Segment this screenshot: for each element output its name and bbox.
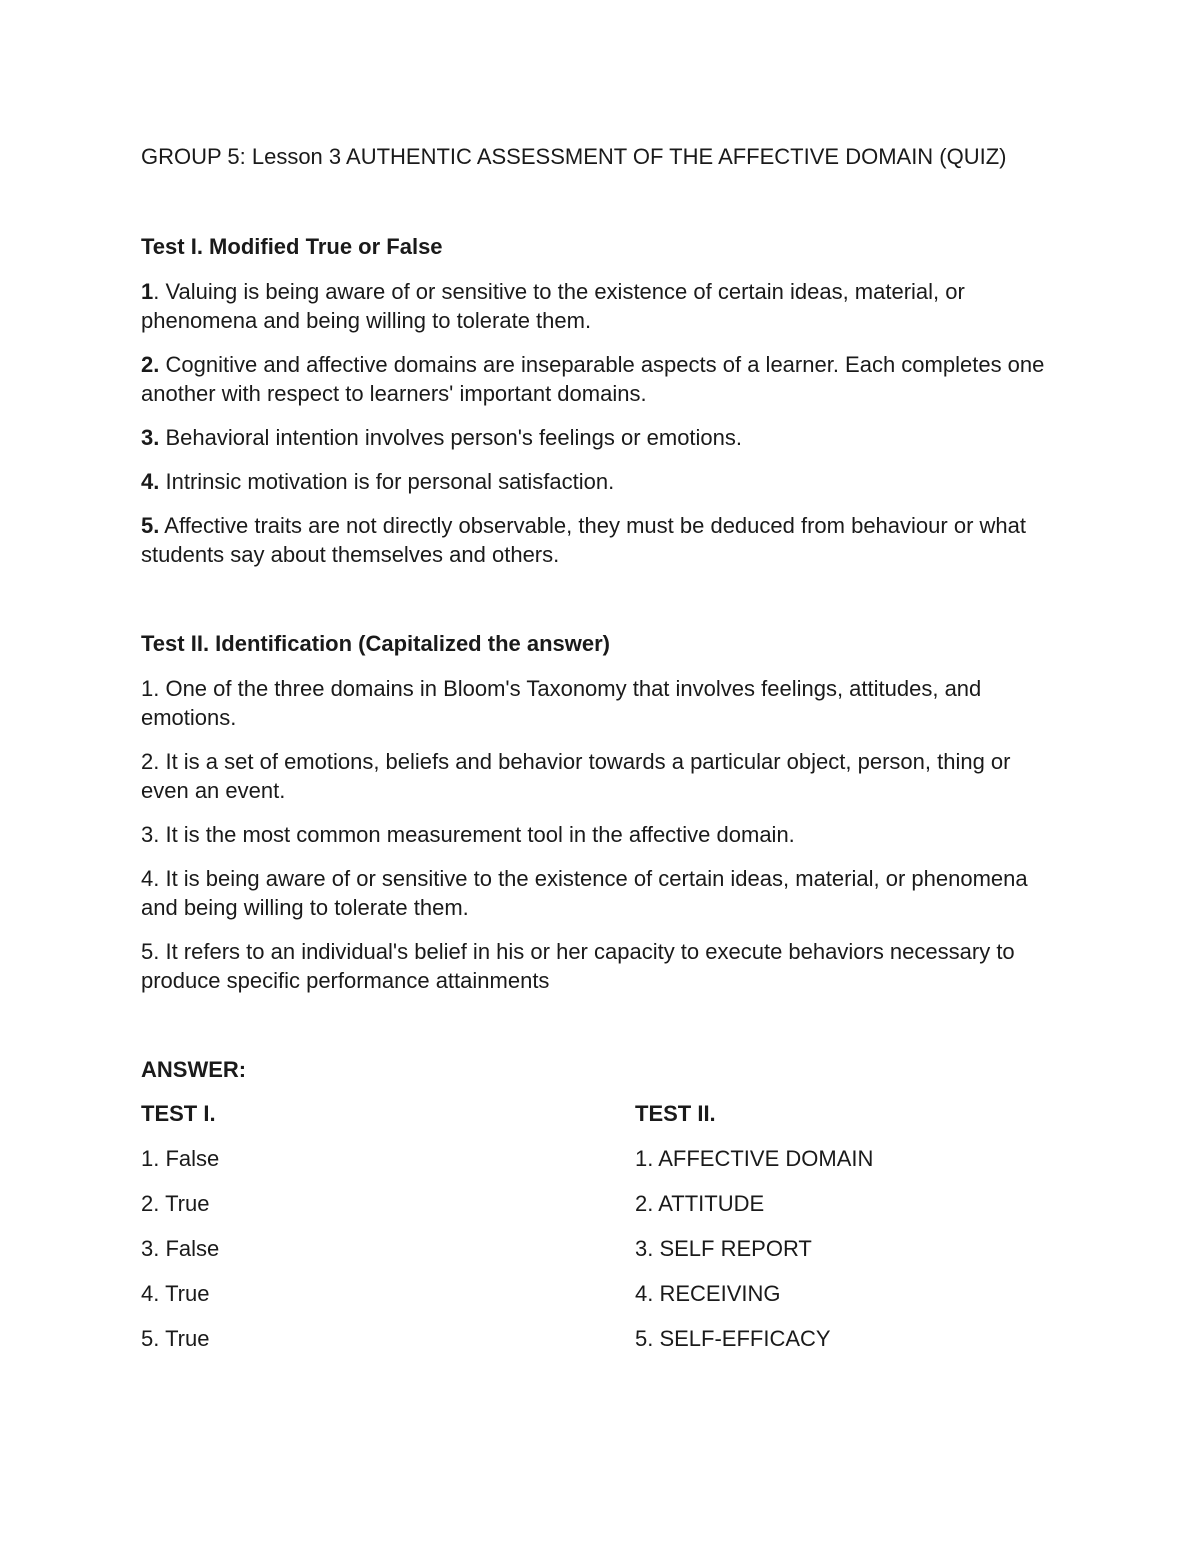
answer-item: 1. False [141, 1146, 220, 1171]
answer-item: 4. True [141, 1281, 210, 1306]
item-text: Cognitive and affective domains are inseparable aspects of a learner. Each completes one another with respect to learners' important domains. [141, 352, 1045, 406]
answer-test1-heading: TEST I. [141, 1101, 216, 1126]
answer-heading: ANSWER: [141, 1057, 247, 1082]
item-text: Valuing is being aware of or sensitive to the existence of certain ideas, material, or phenomena and being willing to tolerate them. [141, 279, 965, 333]
item-number: 3. [141, 425, 160, 450]
test2-list [141, 674, 1056, 995]
answer-item: 5. SELF-EFFICACY [635, 1326, 831, 1351]
answer-test2-heading: TEST II. [635, 1101, 716, 1126]
test2-item: 1. One of the three domains in Bloom's Taxonomy that involves feelings, attitudes, and emotions. [141, 676, 982, 730]
document-body [141, 142, 1056, 1351]
answer-item: 5. True [141, 1326, 210, 1351]
answer-item: 4. RECEIVING [635, 1281, 781, 1306]
answer-column-test2 [635, 1099, 873, 1353]
item-text: Intrinsic motivation is for personal satisfaction. [165, 469, 615, 494]
test2-heading: Test II. Identification (Capitalized the answer) [141, 631, 610, 656]
item-number: 2. [141, 352, 160, 377]
test1-item [141, 277, 1056, 335]
test2-item: 5. It refers to an individual's belief in his or her capacity to execute behaviors necessary to produce specific performance attainments [141, 939, 1015, 993]
item-number: 1 [141, 279, 154, 304]
test1-item [141, 350, 1056, 408]
test1-heading: Test I. Modified True or False [141, 234, 443, 259]
test1-list [141, 277, 1056, 569]
item-separator: . [153, 279, 166, 304]
answer-item: 2. True [141, 1191, 210, 1216]
item-text: Behavioral intention involves person's feelings or emotions. [165, 425, 743, 450]
item-text: Affective traits are not directly observable, they must be deduced from behaviour or what students say about themselves and others. [141, 513, 1026, 567]
test2-item: 4. It is being aware of or sensitive to the existence of certain ideas, material, or phenomena and being willing to tolerate them. [141, 866, 1028, 920]
test2-item: 2. It is a set of emotions, beliefs and behavior towards a particular object, person, thing or even an event. [141, 749, 1011, 803]
item-number: 5. [141, 513, 160, 538]
answer-item: 3. False [141, 1236, 220, 1261]
answer-item: 3. SELF REPORT [635, 1236, 812, 1261]
answer-item: 1. AFFECTIVE DOMAIN [635, 1146, 874, 1171]
test1-item [141, 423, 1056, 452]
test2-item: 3. It is the most common measurement tool in the affective domain. [141, 822, 795, 847]
test1-item [141, 467, 1056, 496]
answer-column-test1 [141, 1099, 219, 1353]
document-title: GROUP 5: Lesson 3 AUTHENTIC ASSESSMENT OF THE AFFECTIVE DOMAIN (QUIZ) [141, 144, 1007, 169]
test1-item [141, 511, 1056, 569]
answer-item: 2. ATTITUDE [635, 1191, 765, 1216]
item-number: 4. [141, 469, 160, 494]
